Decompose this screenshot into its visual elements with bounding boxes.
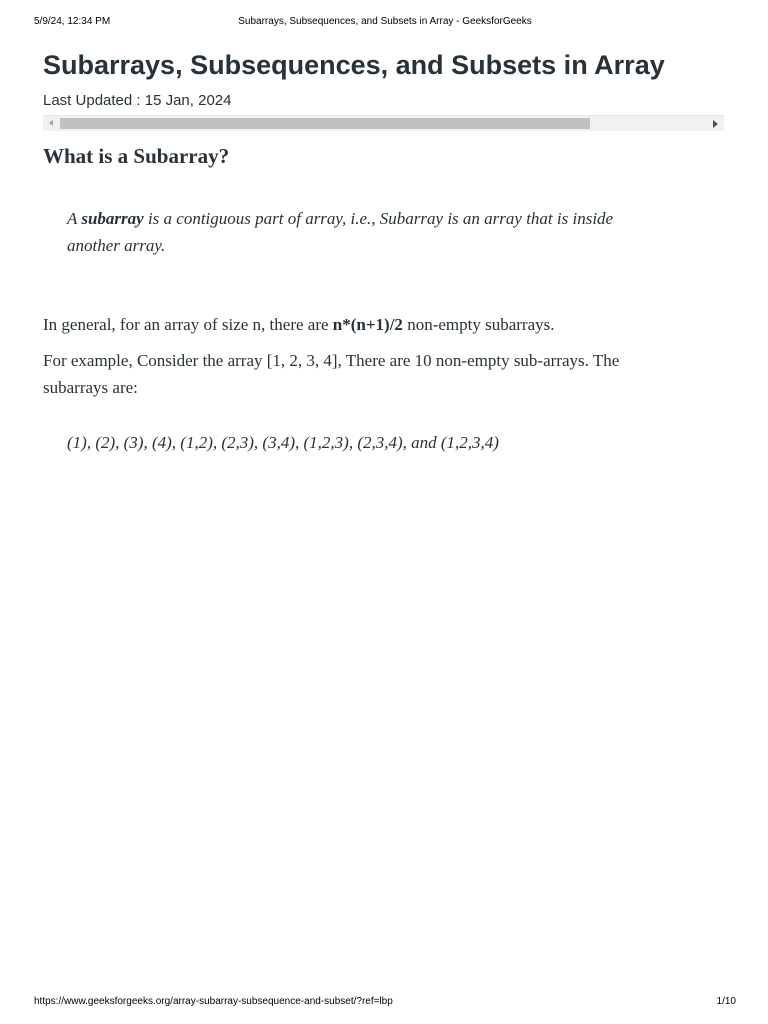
scrollbar-thumb[interactable] [60, 118, 590, 129]
print-page-title: Subarrays, Subsequences, and Subsets in Array - GeeksforGeeks [238, 16, 532, 27]
triangle-left-icon[interactable] [49, 120, 53, 126]
definition-prefix: A [67, 209, 82, 228]
general-suffix: non-empty subarrays. [402, 315, 555, 334]
page-number: 1/10 [716, 996, 736, 1007]
last-updated: Last Updated : 15 Jan, 2024 [43, 92, 232, 109]
print-url: https://www.geeksforgeeks.org/array-subarray-subsequence-and-subset/?ref=lbp [34, 996, 393, 1007]
example-paragraph: For example, Consider the array [1, 2, 3, 4], There are 10 non-empty sub-arrays. The subarrays are: [43, 351, 620, 397]
general-prefix: In general, for an array of size n, there are [43, 315, 333, 334]
general-formula: n*(n+1)/2 [332, 315, 403, 334]
horizontal-scrollbar[interactable] [43, 115, 724, 131]
print-datetime: 5/9/24, 12:34 PM [34, 16, 111, 27]
article-title: Subarrays, Subsequences, and Subsets in Array [43, 50, 665, 80]
subarray-definition [67, 205, 667, 259]
print-footer [34, 996, 736, 1010]
definition-rest: is a contiguous part of array, i.e., Subarray is an array that is inside another array. [67, 209, 614, 255]
triangle-right-icon[interactable] [713, 120, 718, 128]
subarray-list: (1), (2), (3), (4), (1,2), (2,3), (3,4), (1,2,3), (2,3,4), and (1,2,3,4) [67, 433, 499, 452]
section-heading: What is a Subarray? [43, 144, 230, 168]
definition-term: subarray [81, 209, 144, 228]
general-paragraph [43, 311, 703, 338]
print-header [34, 16, 736, 30]
